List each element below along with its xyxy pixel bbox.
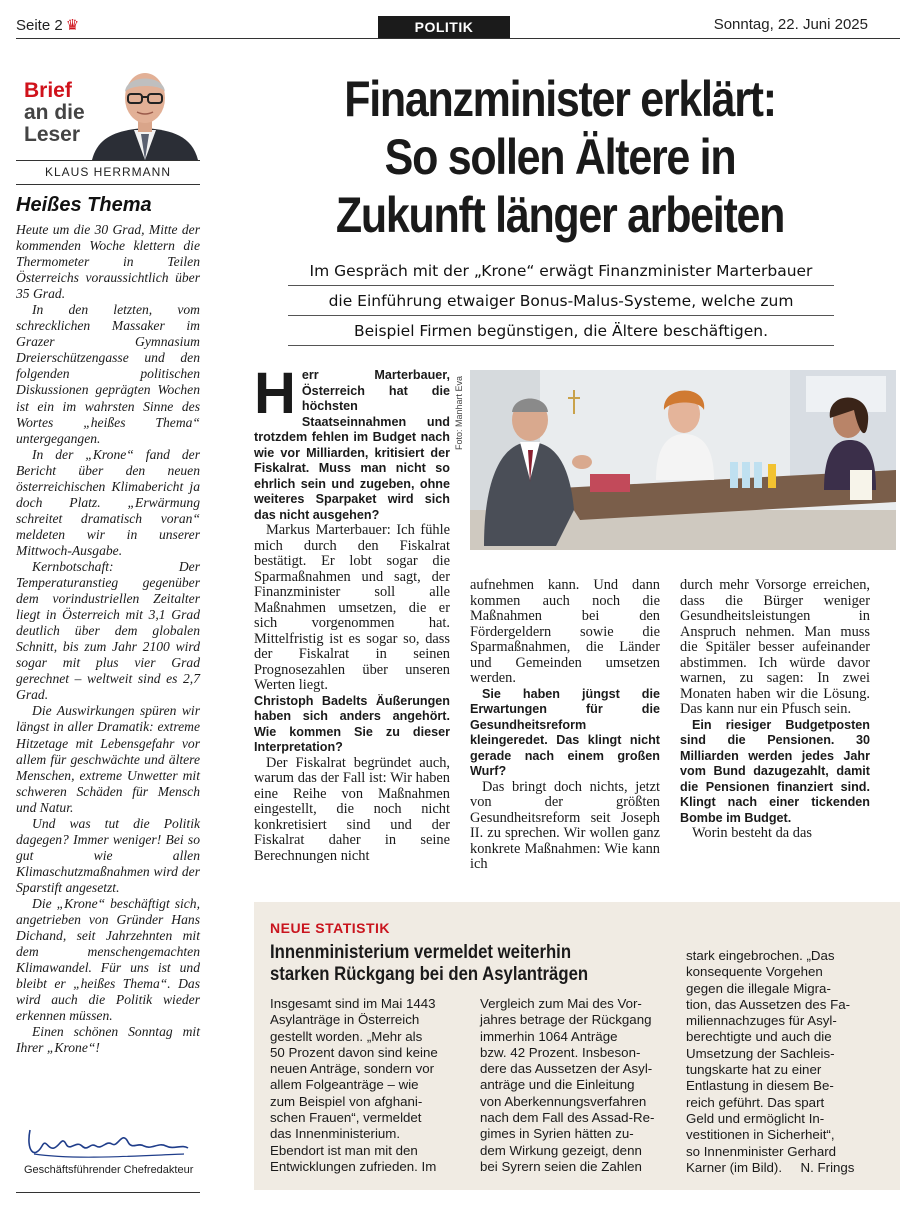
statbox-line: dem Wirkung gezeigt, denn xyxy=(480,1142,642,1158)
subhead-line: die Einführung etwaiger Bonus-Malus-Systeme, welche zum xyxy=(288,286,834,316)
letter-paragraph: In der „Krone“ fand der Bericht über den neuen österreichischen Klimabericht ja doch Platz. „Erwärmung schreitet dramatisch voran“ meldeten wir in unserer Mittwoch-Ausgabe. xyxy=(16,446,200,558)
interview-question: Ein riesiger Budgetposten sind die Pensionen. 30 Milliarden werden jedes Jahr vom Bund dazugezahlt, damit die Pensionen finanziert sind. Klingt nach einer tickenden Bombe im Budget. xyxy=(680,717,870,825)
statbox-line: immerhin 1064 Anträge xyxy=(480,1028,618,1044)
statbox-column-1 xyxy=(270,996,470,1175)
letter-badge xyxy=(24,80,85,146)
statbox-title xyxy=(270,942,588,986)
letter-paragraph: Die „Krone“ beschäftigt sich, angetrieben von Gründer Hans Dichand, seit Jahrzehnten mit dem menschengemachten Klimawandel. Für uns ist und bleibt er „heißes Thema“. Das wird auch die Politik wieder erkennen müssen. xyxy=(16,895,200,1024)
interview-answer: Markus Marterbauer: Ich fühle mich durch den Fiskalrat bestätigt. Er lobt sogar die Sparmaßnahmen und sagt, der Finanzminister soll alle Maßnahmen umsetzen, die er sich vorgenommen hat. Mittelfristig ist es sogar so, dass der Fiskalrat in seinen Prognosezahlen über unseren Werten liegt. xyxy=(254,522,450,693)
statbox-line: jahres betrage der Rückgang xyxy=(480,1012,652,1028)
author-name: KLAUS HERRMANN xyxy=(44,165,172,179)
issue-date: Sonntag, 22. Juni 2025 xyxy=(713,16,868,33)
statbox-line: Entwicklungen zufrieden. Im xyxy=(270,1158,437,1174)
statbox-line: konsequente Vorgehen xyxy=(686,964,823,980)
statbox-title-line: Innenministerium vermeldet weiterhin xyxy=(270,942,572,963)
subhead-line: Beispiel Firmen begünstigen, die Ältere beschäftigen. xyxy=(288,316,834,346)
statbox-line: das Innenministerium. xyxy=(270,1126,401,1142)
statbox-kicker: NEUE STATISTIK xyxy=(270,920,391,936)
statbox-line: miliennachzuges für Asyl- xyxy=(686,1013,837,1029)
letter-paragraph: In den letzten, vom schrecklichen Massaker im Grazer Gymnasium Dreierschützengasse und den folgenden politischen Diskussionen geprägten Wochen ist ein im wahrsten Sinne des Wortes „heißes Thema“ untergegangen. xyxy=(16,302,200,446)
crown-icon: ♛ xyxy=(65,17,80,34)
letter-body xyxy=(16,222,200,1056)
statbox-line: Umsetzung der Sachleis- xyxy=(686,1045,835,1061)
statbox-line: gestellt worden. „Mehr als xyxy=(270,1028,423,1044)
article-headline xyxy=(302,70,818,244)
statbox-line: allem Folgeanträge – wie xyxy=(270,1077,419,1093)
header-divider xyxy=(16,38,900,39)
statbox-line: schen Frauen“, vermeldet xyxy=(270,1110,422,1126)
letter-badge-line: Brief xyxy=(24,79,72,102)
statbox-line: Vergleich zum Mai des Vor- xyxy=(480,996,642,1011)
author-portrait xyxy=(90,64,200,160)
drop-cap: H xyxy=(254,361,296,426)
statbox-line: Entlastung in diesem Be- xyxy=(686,1078,834,1094)
section-label: POLITIK xyxy=(378,16,510,38)
statbox-line: reich geführt. Das spart xyxy=(686,1094,825,1110)
interview-question: err Marterbauer, Österreich hat die höchsten Staatseinnahmen und trotzdem fehlen im Budget nach wie vor Milliarden, kritisiert der Fiskalrat. Muss man nicht so ehrlich sein und zugeben, ohne weiteres Sparpaket wird sich das nicht ausgehen? xyxy=(254,368,450,522)
divider xyxy=(16,184,200,185)
photo-credit: Foto: Manhart Eva xyxy=(454,375,464,450)
interview-question: Sie haben jüngst die Erwartungen für die Gesundheitsreform kleingeredet. Das klingt nicht gerade nach einem großen Wurf? xyxy=(470,686,660,778)
article-column-3 xyxy=(680,578,870,842)
interview-answer: Worin besteht da das xyxy=(692,825,812,841)
letter-paragraph: Und was tut die Politik dagegen? Immer weniger! Bei so gut wie allen Klimaschutzmaßnahmen wird der Sparstift angesetzt. xyxy=(16,815,200,895)
page-number xyxy=(16,16,79,34)
interview-question: Christoph Badelts Äußerungen haben sich anders angehört. Wie kommen Sie zu dieser Interpretation? xyxy=(254,693,450,754)
statbox-line: vestitionen in Sicherheit“, xyxy=(686,1127,835,1143)
interview-answer: Der Fiskalrat begründet auch, warum das der Fall ist: Wir haben eine Reihe von Maßnahmen eingestellt, die noch nicht konkretisiert sind und der Fiskalrat daher in seine Berechnungen nicht xyxy=(254,754,450,864)
statbox-line: tungskarte hat zu einer xyxy=(686,1062,822,1078)
letter-paragraph: Heute um die 30 Grad, Mitte der kommenden Woche klettern die Thermometer in Teilen Österreichs voraussichtlich über 35 Grad. xyxy=(16,222,200,302)
statbox-line: zum Beispiel von afghani- xyxy=(270,1093,423,1109)
headline-line: So sollen Ältere in xyxy=(384,129,736,185)
statbox-line: gegen die illegale Migra- xyxy=(686,980,831,996)
interview-photo xyxy=(470,370,896,550)
interview-answer: aufnehmen kann. Und dann kommen auch noch die Maßnahmen bei den Fördergeldern sowie die Sparmaßnahmen, die Länder und Gemeinden umsetzen werden. xyxy=(470,577,660,686)
letter-badge-line: an die xyxy=(24,101,85,124)
signature-role: Geschäftsführender Chefredakteur xyxy=(24,1164,194,1176)
statbox-line: gimes in Syrien hätten zu- xyxy=(480,1126,634,1142)
statbox-line: tion, das Aussetzen des Fa- xyxy=(686,996,851,1012)
letter-title: Heißes Thema xyxy=(16,194,152,216)
statbox-title-line: starken Rückgang bei den Asylanträgen xyxy=(270,964,589,985)
letter-paragraph: Kernbotschaft: Der Temperaturanstieg gegenüber dem vorindustriellen Zeitalter liegt in Österreich mit 3,1 Grad deutlich über dem globalen Schnitt, bis zum Jahr 2100 wird sogar mit plus vier Grad gerechnet – weltweit sind es 2,7 Grad. xyxy=(16,558,200,703)
statbox-line: bei Syrern seien die Zahlen xyxy=(480,1158,642,1174)
statbox-line: dere das Aussetzen der Asyl- xyxy=(480,1061,653,1077)
article-column-2 xyxy=(470,578,660,873)
handwritten-signature xyxy=(24,1120,192,1164)
statistics-box xyxy=(254,902,900,1190)
statbox-line: 50 Prozent davon sind keine xyxy=(270,1044,438,1060)
headline-line: Finanzminister erklärt: xyxy=(344,71,776,127)
statbox-line: Asylanträge in Österreich xyxy=(270,1012,420,1028)
letter-paragraph: Einen schönen Sonntag mit Ihrer „Krone“! xyxy=(16,1024,200,1056)
statbox-column-3 xyxy=(686,948,892,1176)
letter-badge-line: Leser xyxy=(24,123,81,146)
statbox-line: so Innenminister Gerhard xyxy=(686,1143,837,1159)
article-column-1 xyxy=(254,361,450,864)
statbox-line: neuen Anträge, sondern vor xyxy=(270,1061,435,1077)
statbox-line: anträge und die Einleitung xyxy=(480,1077,635,1093)
letter-paragraph: Die Auswirkungen spüren wir längst in aller Dramatik: extreme Hitzetage mit Lebensgefahr vor allem für geschwächte und ältere Menschen, extreme Unwetter mit schweren Schäden für Mensch und Natur. xyxy=(16,703,200,815)
statbox-line: Geld und ermöglicht In- xyxy=(686,1110,825,1126)
interview-answer: durch mehr Vorsorge erreichen, dass die Bürger weniger Gesundheitsleistungen in Anspruch nehmen. Man muss die Spitäler besser aufeinander abstimmen. Ich würde davor warnen, zu sagen: In zwei Monaten haben wir die Lösung. Das kann nur ein Pfusch sein. xyxy=(680,577,870,717)
letter-to-readers xyxy=(16,60,200,1193)
statbox-line: Ebendort ist man mit den xyxy=(270,1142,418,1158)
statbox-line: Karner (im Bild). N. Frings xyxy=(686,1159,855,1175)
divider xyxy=(16,160,200,161)
subhead-line: Im Gespräch mit der „Krone“ erwägt Finanzminister Marterbauer xyxy=(288,256,834,286)
interview-answer: Das bringt doch nichts, jetzt von der größten Gesundheitsreform seit Joseph II. zu sprechen. Wir wollen ganz konkrete Maßnahmen: Wie kann ich xyxy=(470,778,660,872)
headline-line: Zukunft länger arbeiten xyxy=(335,187,785,243)
statbox-column-2 xyxy=(480,996,680,1175)
statbox-line: Insgesamt sind im Mai 1443 xyxy=(270,996,436,1011)
statbox-line: berechtigte und auch die xyxy=(686,1029,832,1045)
statbox-line: bzw. 42 Prozent. Insbeson- xyxy=(480,1044,641,1060)
statbox-line: stark eingebrochen. „Das xyxy=(686,948,835,963)
page-number-text: Seite 2 xyxy=(16,17,63,34)
statbox-line: nach dem Fall des Assad-Re- xyxy=(480,1110,655,1126)
article-subheadline xyxy=(288,256,834,346)
statbox-line: von Aberkennungsverfahren xyxy=(480,1093,647,1109)
